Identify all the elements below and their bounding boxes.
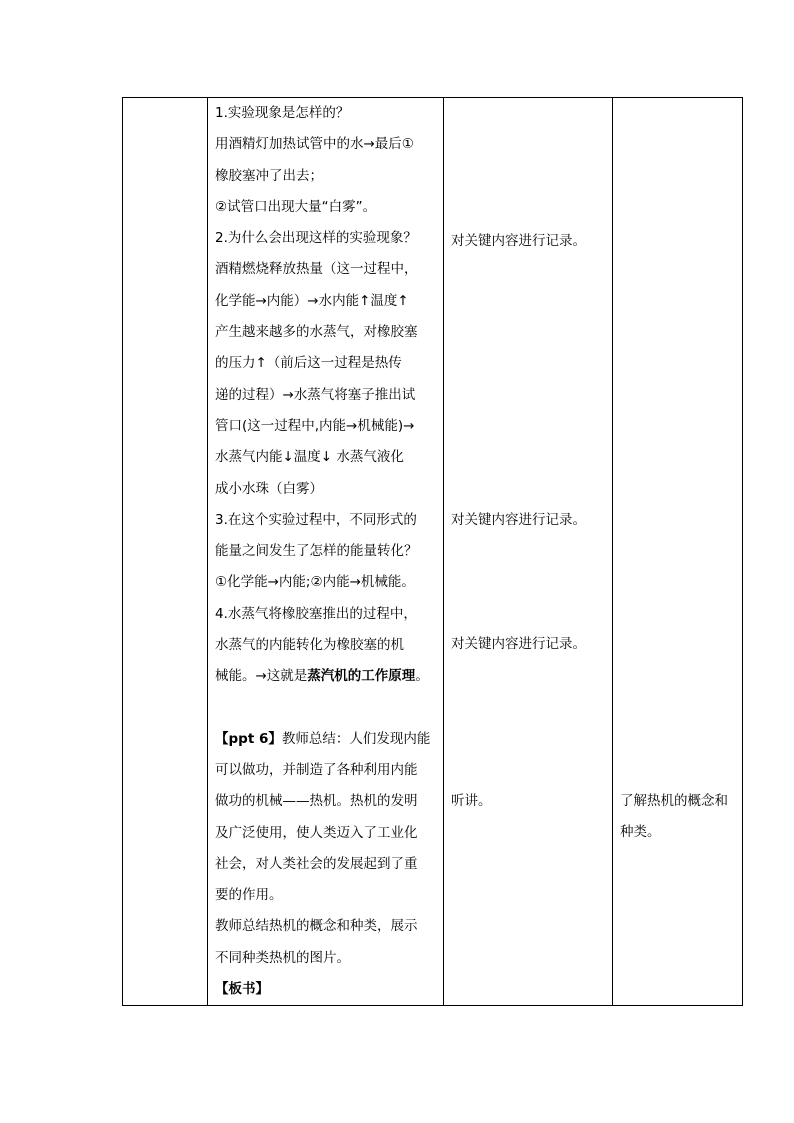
design-intent-cell (613, 98, 743, 1006)
question-4: 4.水蒸气将橡胶塞推出的过程中， (215, 605, 417, 622)
summary-line: 要的作用。 (215, 887, 283, 904)
ppt-tag: 【ppt 6】 (215, 730, 282, 747)
question-4-last-line (215, 661, 437, 692)
goal-line: 种类。 (620, 824, 661, 840)
answer-line: 成小水珠（白雾） (215, 480, 323, 497)
question-2: 2.为什么会出现这样的实验现象？ (215, 230, 417, 247)
answer-line: 用酒精灯加热试管中的水→最后① (215, 136, 414, 153)
summary-line: 不同种类热机的图片。 (215, 949, 350, 966)
answer-line: 递的过程）→水蒸气将塞子推出试 (215, 386, 416, 403)
summary-line: 教师总结热机的概念和种类，展示 (215, 918, 418, 935)
record-note: 对关键内容进行记录。 (451, 512, 586, 528)
text-prefix: 械能。→这就是 (215, 668, 308, 685)
record-note: 对关键内容进行记录。 (451, 636, 586, 652)
listen-note: 听讲。 (451, 793, 492, 809)
stage-cell (123, 98, 208, 1006)
summary-line: 可以做功，并制造了各种利用内能 (215, 761, 418, 778)
question-3: 3.在这个实验过程中，不同形式的 (215, 511, 417, 528)
summary-line: 做功的机械——热机。热机的发明 (215, 793, 418, 810)
summary-line: 社会，对人类社会的发展起到了重 (215, 855, 418, 872)
text-suffix: 。 (415, 668, 429, 685)
board-label: 【板书】 (215, 981, 269, 998)
student-activity-cell (444, 98, 613, 1006)
teacher-activity-cell (208, 98, 444, 1006)
question-4-line: 水蒸气的内能转化为橡胶塞的机 (215, 637, 404, 654)
answer-line: 化学能→内能）→水内能↑温度↑ (215, 292, 409, 309)
answer-line: 产生越来越多的水蒸气，对橡胶塞 (215, 324, 418, 341)
spacer (215, 693, 437, 724)
record-note: 对关键内容进行记录。 (451, 233, 586, 249)
question-3-line: 能量之间发生了怎样的能量转化？ (215, 543, 418, 560)
answer-line: ②试管口出现大量“白雾”。 (215, 198, 377, 215)
answer-line: ①化学能→内能;②内能→机械能。 (215, 574, 415, 591)
steam-engine-principle: 蒸汽机的工作原理 (307, 668, 416, 685)
goal-line: 了解热机的概念和 (620, 793, 728, 809)
answer-line: 管口(这一过程中,内能→机械能)→ (215, 417, 415, 434)
summary-line: 及广泛使用，使人类迈入了工业化 (215, 824, 418, 841)
summary-first-line: 【ppt 6】教师总结：人们发现内能 (215, 730, 431, 747)
answer-line: 橡胶塞冲了出去； (215, 167, 323, 184)
answer-line: 水蒸气内能↓温度↓ 水蒸气液化 (215, 449, 404, 466)
table-row (123, 98, 743, 1006)
answer-line: 酒精燃烧释放热量（这一过程中， (215, 261, 418, 278)
answer-line: 的压力↑（前后这一过程是热传 (215, 355, 402, 372)
lesson-plan-table (122, 97, 743, 1006)
question-1: 1.实验现象是怎样的？ (215, 105, 350, 121)
